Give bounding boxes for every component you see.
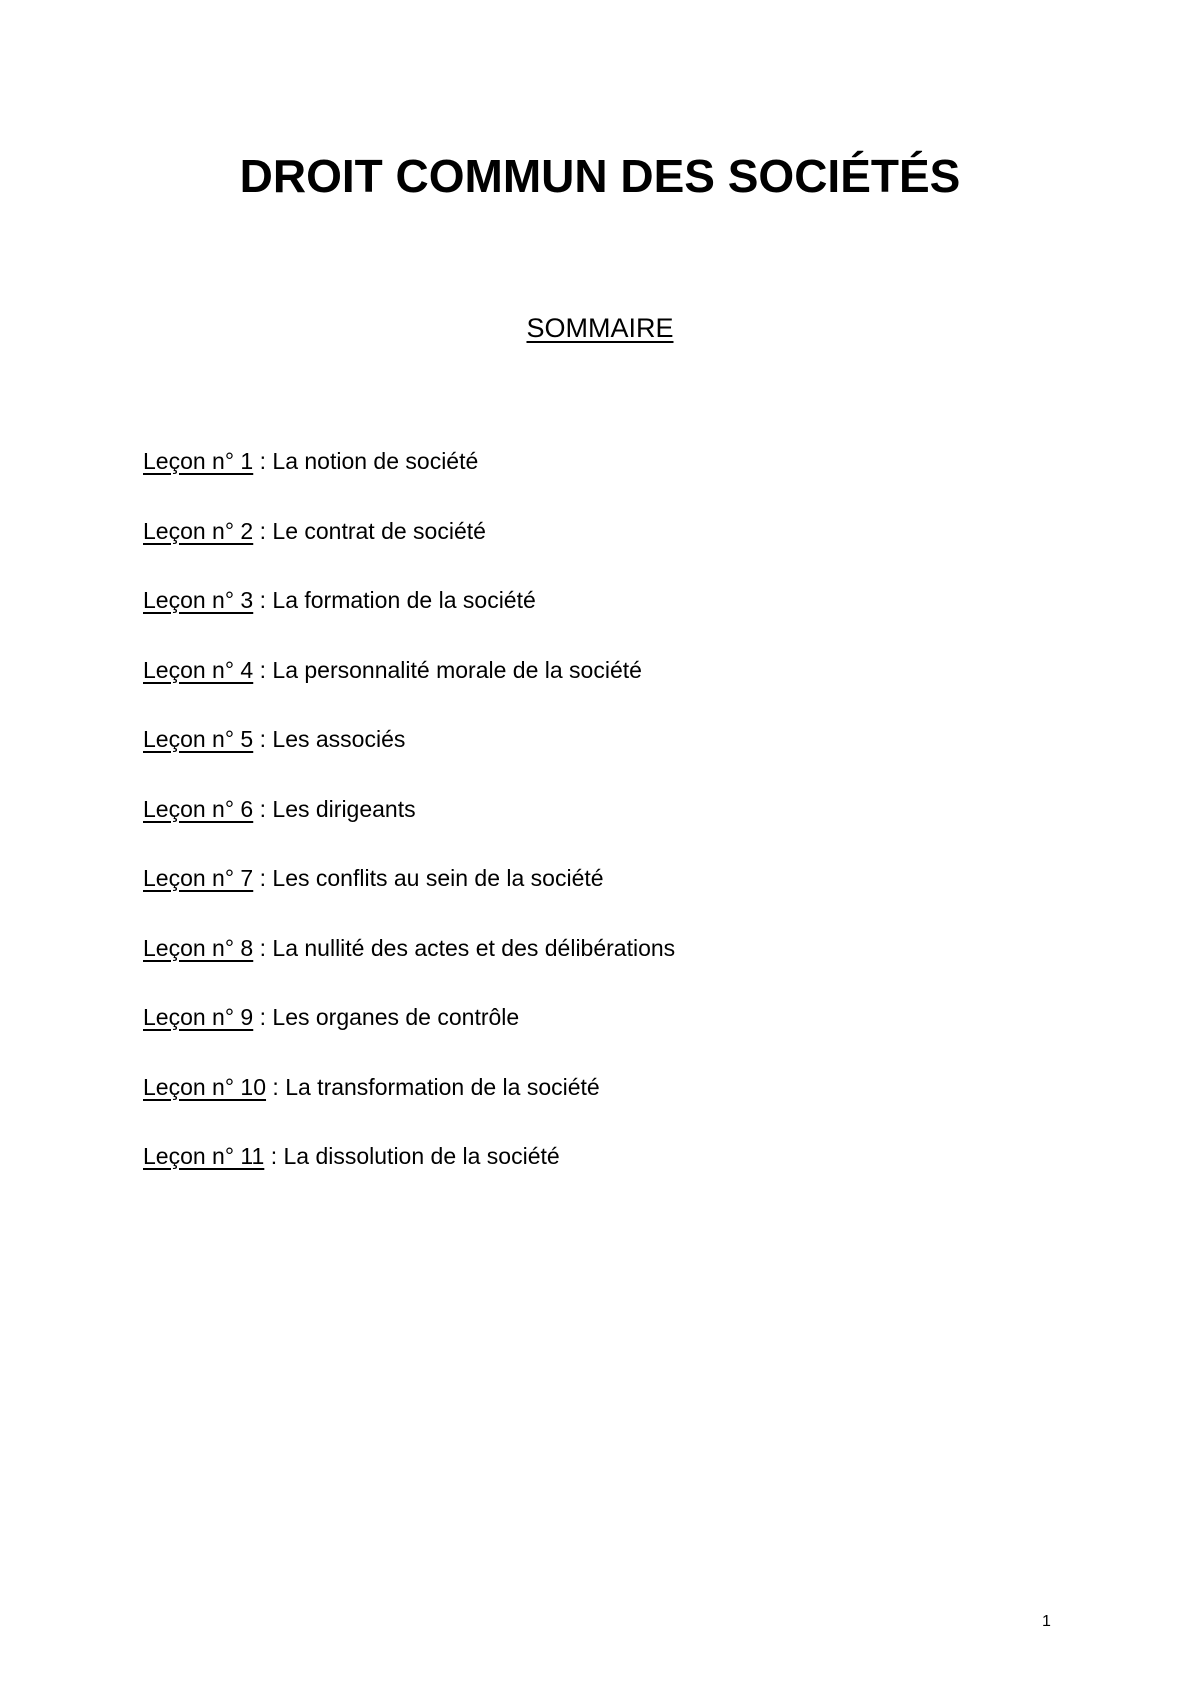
lesson-title: Le contrat de société	[272, 517, 486, 544]
lesson-label: Leçon n° 5	[143, 726, 254, 752]
toc-item-lesson-9	[143, 1000, 1043, 1070]
lesson-separator: :	[253, 934, 273, 961]
lesson-title: Les associés	[272, 726, 406, 752]
toc-item-lesson-4	[143, 653, 1043, 723]
lesson-separator: :	[253, 517, 273, 544]
lesson-label: Leçon n° 7	[143, 865, 254, 891]
toc-item-lesson-11	[143, 1139, 1043, 1209]
lesson-separator: :	[253, 1004, 273, 1030]
lesson-title: La notion de société	[272, 448, 479, 474]
lesson-title: La formation de la société	[272, 587, 536, 613]
toc-item-lesson-3	[143, 583, 1043, 653]
lesson-separator: :	[266, 1073, 286, 1100]
toc-item-lesson-7	[143, 861, 1043, 931]
toc-item-lesson-1	[143, 444, 1043, 514]
lesson-separator: :	[253, 448, 273, 474]
lesson-separator: :	[253, 865, 273, 891]
lesson-title: La personnalité morale de la société	[272, 656, 642, 683]
toc-item-lesson-10	[143, 1070, 1043, 1140]
toc-item-lesson-2	[143, 514, 1043, 584]
lesson-title: La dissolution de la société	[283, 1143, 560, 1169]
lesson-title: La nullité des actes et des délibérations	[272, 934, 676, 961]
lesson-separator: :	[253, 587, 273, 613]
lesson-separator: :	[264, 1143, 284, 1169]
lesson-separator: :	[253, 726, 273, 752]
lesson-label: Leçon n° 10	[143, 1073, 267, 1100]
summary-heading	[0, 310, 1200, 346]
page-number: 1	[1042, 1613, 1051, 1630]
lesson-title: Les dirigeants	[272, 795, 416, 822]
summary-heading-text: SOMMAIRE	[526, 313, 674, 343]
toc-item-lesson-5	[143, 722, 1043, 792]
lesson-label: Leçon n° 1	[143, 448, 254, 474]
lesson-label: Leçon n° 2	[143, 517, 254, 544]
toc-item-lesson-6	[143, 792, 1043, 862]
lesson-label: Leçon n° 9	[143, 1004, 254, 1030]
lesson-label: Leçon n° 11	[143, 1143, 265, 1169]
lesson-title: Les organes de contrôle	[272, 1004, 520, 1030]
lesson-label: Leçon n° 3	[143, 587, 254, 613]
lesson-title: La transformation de la société	[285, 1073, 600, 1100]
lesson-label: Leçon n° 4	[143, 656, 254, 683]
lesson-label: Leçon n° 8	[143, 934, 254, 961]
table-of-contents	[143, 444, 1043, 1209]
lesson-label: Leçon n° 6	[143, 795, 254, 822]
document-title: DROIT COMMUN DES SOCIÉTÉS	[239, 150, 961, 202]
lesson-separator: :	[253, 795, 273, 822]
lesson-title: Les conflits au sein de la société	[272, 865, 604, 891]
lesson-separator: :	[253, 656, 273, 683]
toc-item-lesson-8	[143, 931, 1043, 1001]
